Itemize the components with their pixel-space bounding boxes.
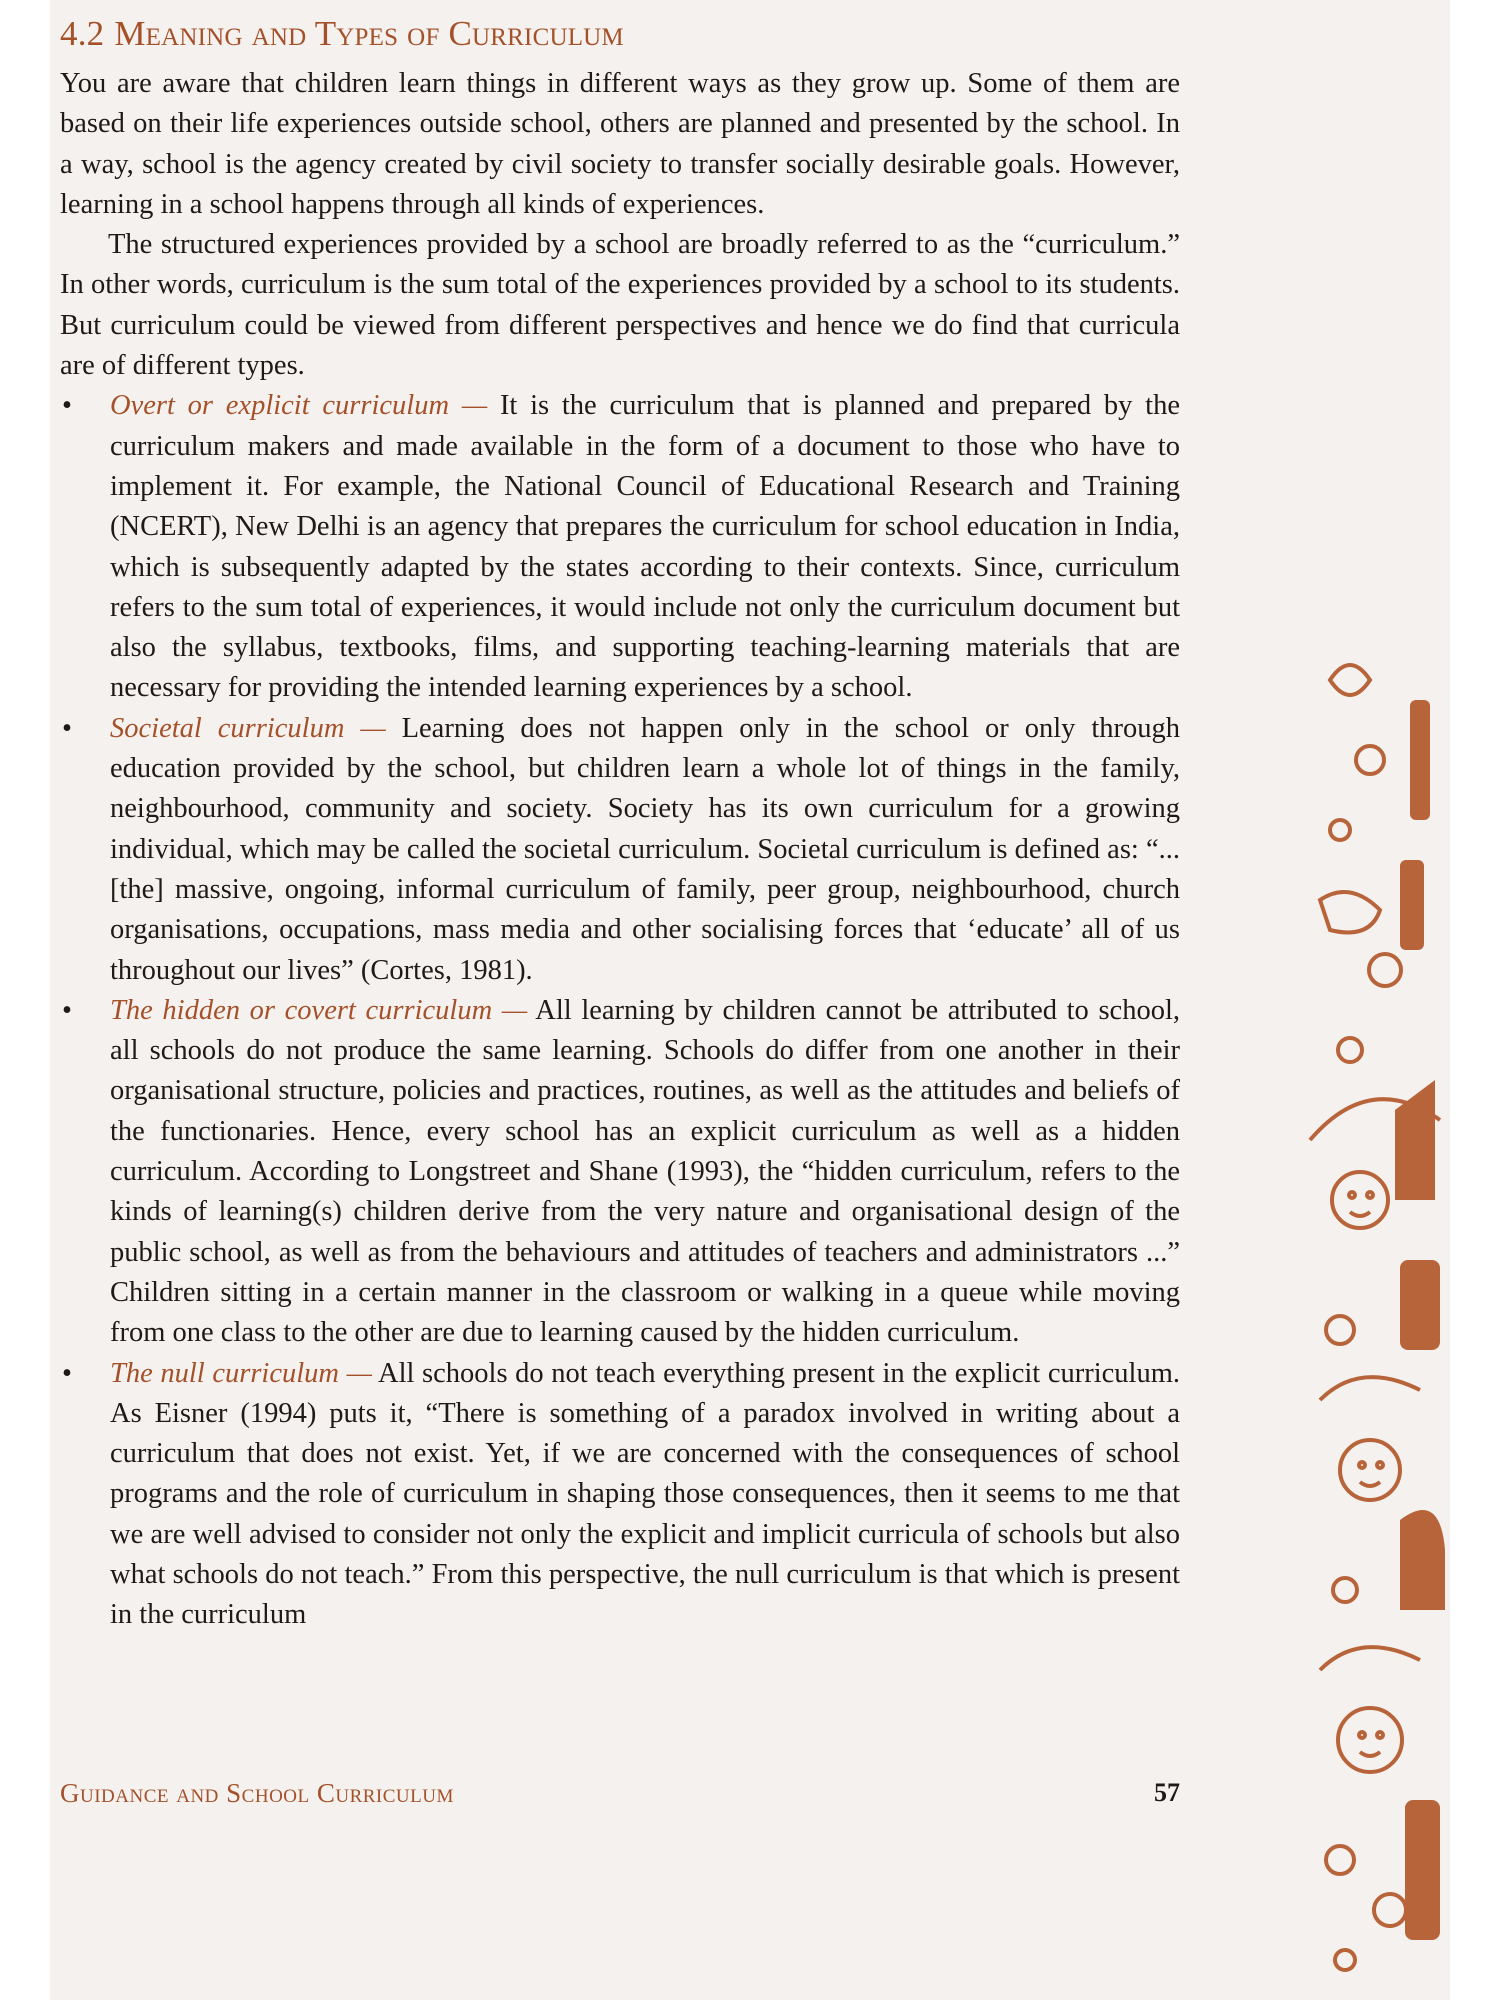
running-footer-title: Guidance and School Curriculum — [60, 1778, 454, 1808]
description-hidden-curriculum: All learning by children cannot be attributed to school, all schools do not produce the same learning. Schools do differ from one another in their organisational structure, policies and practices, routines, as well as the attitudes and beliefs of the functionaries. Hence, every school has an explicit curriculum as well as a hidden curriculum. According to Longstreet and Shane (1993), the “hidden curriculum, refers to the kinds of learning(s) children derive from the very nature and organisational design of the public school, as well as from the behaviours and attitudes of teachers and administrators ...” Children sitting in a certain manner in the classroom or walking in a queue while moving from one class to the other are due to learning caused by the hidden curriculum. — [110, 994, 1180, 1349]
page-content — [60, 14, 1180, 1636]
bullet-icon: • — [62, 1357, 72, 1389]
list-item-societal-curriculum — [60, 709, 1180, 991]
page-number: 57 — [1154, 1778, 1180, 1807]
description-overt-curriculum: It is the curriculum that is planned and prepared by the curriculum makers and made available in the form of a document to those who have to implement it. For example, the National Council of Educational Research and Training (NCERT), New Delhi is an agency that prepares the curriculum for school education in India, which is subsequently adapted by the states according to their contexts. Since, curriculum refers to the sum total of experiences, it would include not only the curriculum document but also the syllabus, textbooks, films, and supporting teaching-learning materials that are necessary for providing the intended learning experiences by a school. — [110, 390, 1180, 704]
bullet-icon: • — [62, 712, 72, 744]
decorative-border-illustration — [1300, 640, 1450, 2000]
definition-paragraph: The structured experiences provided by a school are broadly referred to as the “curriculum.” In other words, curriculum is the sum total of the experiences provided by a school to its students. But curriculum could be viewed from different perspectives and hence we do find that curricula are of different types. — [60, 229, 1180, 382]
section-heading — [60, 14, 1180, 54]
section-title: Meaning and Types of Curriculum — [114, 14, 624, 53]
page-footer — [60, 1778, 1180, 1818]
bullet-icon: • — [62, 390, 72, 422]
description-null-curriculum: All schools do not teach everything present in the explicit curriculum. As Eisner (1994) puts it, “There is something of a paradox involved in writing about a curriculum that does not exist. Yet, if we are concerned with the consequences of school programs and the role of curriculum in shaping those consequences, then it seems to me that we are well advised to consider not only the explicit and implicit curricula of schools but also what schools do not teach.” From this perspective, the null curriculum is that which is present in the curriculum — [110, 1357, 1180, 1631]
list-item-hidden-curriculum — [60, 991, 1180, 1354]
term-societal-curriculum: Societal curriculum — — [110, 712, 386, 744]
bullet-icon: • — [62, 994, 72, 1026]
list-item-overt-curriculum — [60, 386, 1180, 708]
book-page — [50, 0, 1450, 2000]
list-item-null-curriculum — [60, 1354, 1180, 1636]
curriculum-types-list — [60, 386, 1180, 1635]
term-overt-curriculum: Overt or explicit curriculum — — [110, 390, 488, 422]
term-null-curriculum: The null curriculum — — [110, 1357, 372, 1389]
term-hidden-curriculum: The hidden or covert curriculum — — [110, 994, 528, 1026]
intro-paragraph: You are aware that children learn things in different ways as they grow up. Some of them are based on their life experiences outside school, others are planned and presented by the school. In a way, school is the agency created by civil society to transfer socially desirable goals. However, learning in a school happens through all kinds of experiences. — [60, 68, 1180, 220]
section-number: 4.2 — [60, 14, 105, 53]
description-societal-curriculum: Learning does not happen only in the school or only through education provided by the school, but children learn a whole lot of things in the family, neighbourhood, community and society. Society has its own curriculum for a growing individual, which may be called the societal curriculum. Societal curriculum is defined as: “...[the] massive, ongoing, informal curriculum of family, peer group, neighbourhood, church organisations, occupations, mass media and other socialising forces that ‘educate’ all of us throughout our lives” (Cortes, 1981). — [110, 712, 1180, 986]
